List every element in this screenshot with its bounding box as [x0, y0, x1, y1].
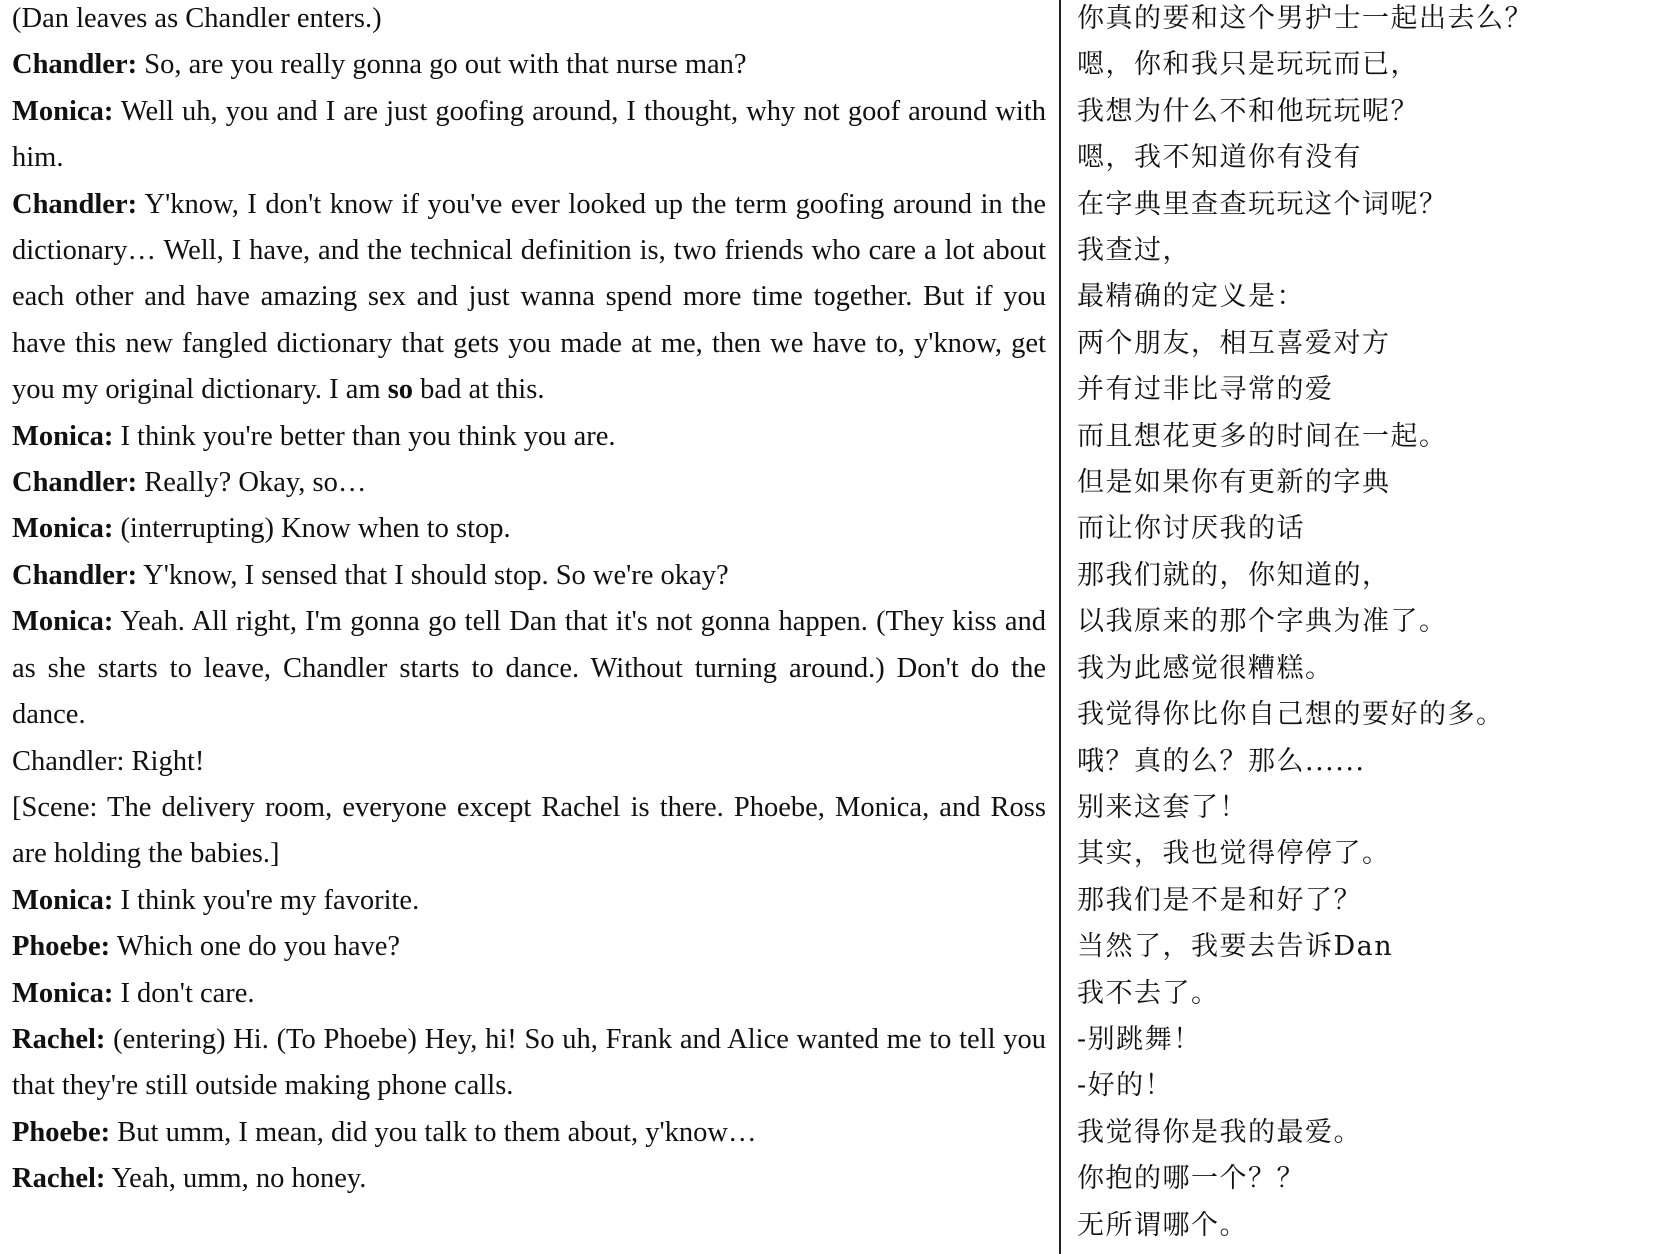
subtitle-line: 在字典里查查玩玩这个词呢？ — [1077, 188, 1448, 220]
line-text: Y'know, I sensed that I should stop. So we're okay? — [137, 559, 729, 591]
subtitle-line: 嗯，我不知道你有没有 — [1077, 142, 1362, 174]
subtitle-line: 最精确的定义是： — [1077, 281, 1305, 313]
line-text: [Scene: The delivery room, everyone except Rachel is there. Phoebe, Monica, and Ross are holding the babies.] — [12, 791, 1046, 870]
subtitle-line: 我想为什么不和他玩玩呢？ — [1077, 95, 1419, 127]
script-line — [12, 1017, 1046, 1110]
subtitle-line: 我觉得你比你自己想的要好的多。 — [1077, 699, 1505, 731]
script-line — [12, 0, 1046, 42]
subtitle-line: 哦？真的么？那么...... — [1077, 745, 1366, 777]
subtitle-line: 但是如果你有更新的字典 — [1077, 467, 1391, 499]
subtitle-line: 别来这套了！ — [1077, 791, 1248, 823]
script-line — [12, 42, 1046, 88]
line-text: (Dan leaves as Chandler enters.) — [12, 3, 382, 34]
speaker-name: Monica: — [12, 884, 114, 916]
subtitle-line: -好的！ — [1077, 1070, 1174, 1102]
script-line — [12, 553, 1046, 599]
line-text: I think you're my favorite. — [113, 884, 420, 916]
speaker-name: Monica: — [12, 95, 114, 127]
speaker-name: Rachel: — [12, 1023, 106, 1055]
subtitle-line: 我觉得你是我的最爱。 — [1077, 1116, 1362, 1148]
script-line — [12, 599, 1046, 738]
subtitle-line: 你真的要和这个男护士一起出去么？ — [1077, 3, 1533, 34]
subtitle-line: 无所谓哪个。 — [1077, 1209, 1248, 1241]
script-line — [12, 414, 1046, 460]
line-text: (entering) Hi. (To Phoebe) Hey, hi! So uh, Frank and Alice wanted me to tell you that they're still outside making phone calls. — [12, 1023, 1046, 1102]
subtitle-line: 当然了，我要去告诉Dan — [1077, 931, 1394, 963]
script-line — [12, 89, 1046, 182]
subtitle-line: 其实，我也觉得停停了。 — [1077, 838, 1391, 870]
script-line — [12, 182, 1046, 414]
line-text: Which one do you have? — [110, 931, 401, 963]
subtitle-line: 你抱的哪一个？？ — [1077, 1163, 1305, 1195]
line-text-after: bad at this. — [413, 374, 545, 406]
speaker-name: Rachel: — [12, 1163, 106, 1195]
script-line — [12, 1156, 1046, 1202]
speaker-name: Phoebe: — [12, 931, 111, 963]
speaker-name: Chandler: — [12, 467, 138, 499]
speaker-name: Monica: — [12, 420, 114, 452]
line-text: But umm, I mean, did you talk to them about, y'know… — [110, 1116, 757, 1148]
speaker-name: Chandler: — [12, 188, 138, 220]
subtitle-line: 那我们是不是和好了？ — [1077, 884, 1362, 916]
subtitle-line: 嗯，你和我只是玩玩而已， — [1077, 49, 1419, 81]
line-text: Y'know, I don't know if you've ever looked up the term goofing around in the dictionary… Well, I have, and the technical definition is, two friends who care a lot about each other and have amazing sex and just wanna spend more time together. But if you have this new fangled dictionary that gets you made at me, then we have to, y'know, get you my original dictionary. I am — [12, 188, 1046, 406]
subtitle-line: 我查过， — [1077, 235, 1191, 267]
column-divider — [1059, 0, 1061, 1254]
subtitle-line: 而且想花更多的时间在一起。 — [1077, 420, 1448, 452]
speaker-name: Chandler: — [12, 49, 138, 81]
speaker-name: Monica: — [12, 513, 114, 545]
speaker-name: Monica: — [12, 606, 114, 638]
script-line — [12, 460, 1046, 506]
line-text: Really? Okay, so… — [137, 467, 367, 499]
line-text: (interrupting) Know when to stop. — [113, 513, 511, 545]
subtitle-line: 以我原来的那个字典为准了。 — [1077, 606, 1448, 638]
line-text: I don't care. — [113, 977, 255, 1009]
subtitle-line: 两个朋友，相互喜爱对方 — [1077, 327, 1391, 359]
chinese-subtitle-column — [1077, 0, 1647, 1249]
subtitle-line: 并有过非比寻常的爱 — [1077, 374, 1334, 406]
subtitle-line: 我不去了。 — [1077, 977, 1220, 1009]
script-line — [12, 878, 1046, 924]
script-line — [12, 971, 1046, 1017]
speaker-name: Phoebe: — [12, 1116, 111, 1148]
subtitle-line: 我为此感觉很糟糕。 — [1077, 652, 1334, 684]
line-text: So, are you really gonna go out with that nurse man? — [137, 49, 747, 81]
line-text: Chandler: Right! — [12, 745, 205, 777]
subtitle-line: -别跳舞！ — [1077, 1023, 1202, 1055]
subtitle-line: 而让你讨厌我的话 — [1077, 513, 1305, 545]
line-text: I think you're better than you think you are. — [113, 420, 616, 452]
line-text: Well uh, you and I are just goofing around, I thought, why not goof around with him. — [12, 95, 1046, 174]
line-text: Yeah. All right, I'm gonna go tell Dan that it's not gonna happen. (They kiss and as she starts to leave, Chandler starts to dance. Without turning around.) Don't do the dance. — [12, 606, 1046, 731]
subtitle-line: 那我们就的，你知道的， — [1077, 559, 1391, 591]
speaker-name: Monica: — [12, 977, 114, 1009]
script-line — [12, 785, 1046, 878]
english-script-column — [12, 0, 1046, 1203]
script-line — [12, 924, 1046, 970]
script-line — [12, 739, 1046, 785]
line-text: Yeah, umm, no honey. — [105, 1163, 367, 1195]
emphasized-word: so — [387, 374, 414, 406]
script-line — [12, 1110, 1046, 1156]
script-line — [12, 506, 1046, 552]
speaker-name: Chandler: — [12, 559, 138, 591]
